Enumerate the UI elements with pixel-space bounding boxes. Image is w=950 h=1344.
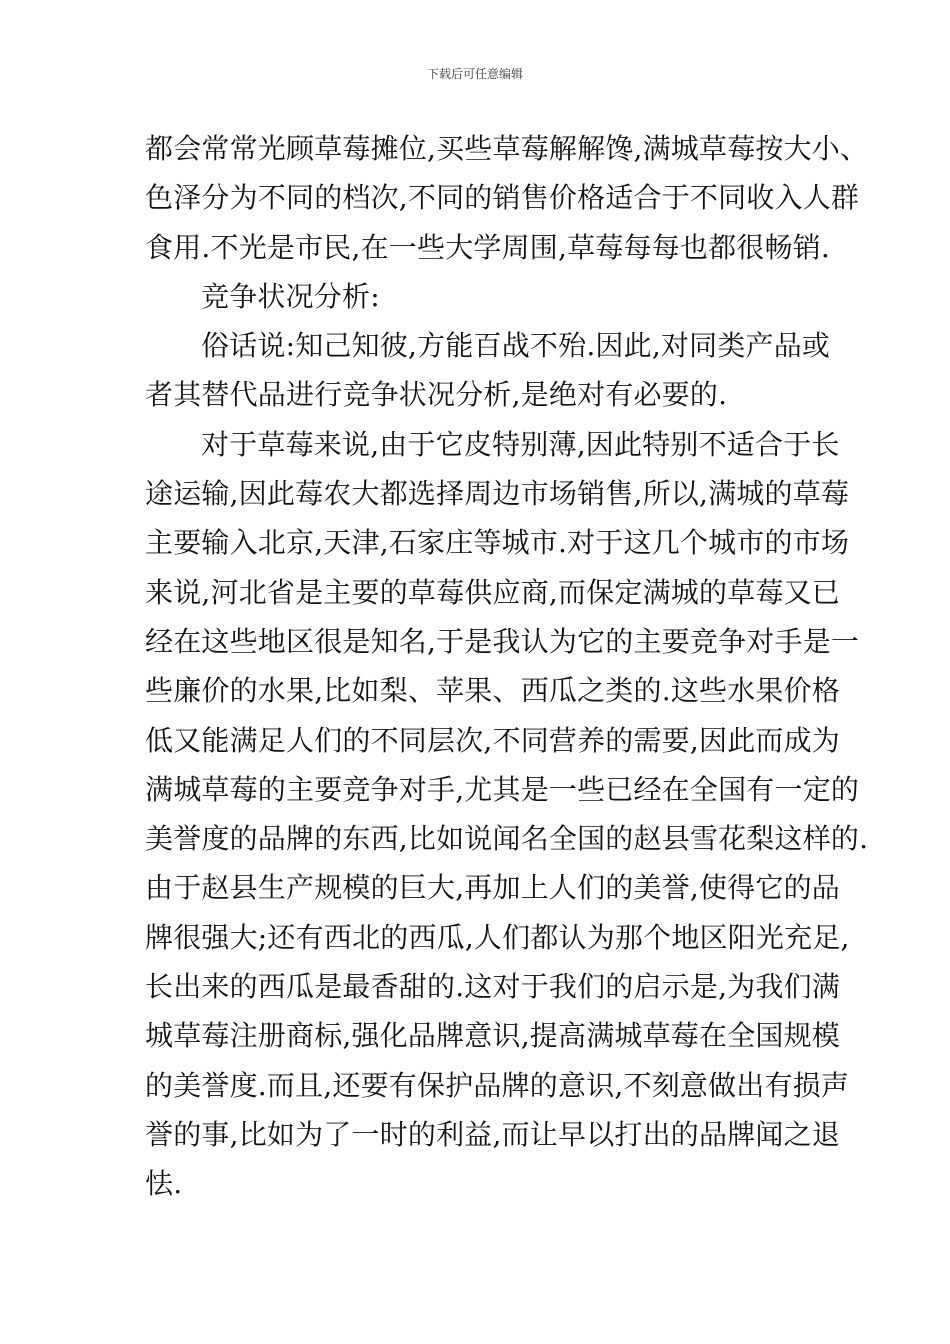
text-line: 者其替代品进行竞争状况分析,是绝对有必要的. xyxy=(145,378,728,412)
text-line: 誉的事,比如为了一时的利益,而让早以打出的品牌闻之退 xyxy=(145,1117,841,1151)
text-line: 低又能满足人们的不同层次,不同营养的需要,因此而成为 xyxy=(145,723,841,757)
text-line: 城草莓注册商标,强化品牌意识,提高满城草莓在全国规模 xyxy=(145,1019,841,1053)
text-line: 满城草莓的主要竞争对手,尤其是一些已经在全国有一定的 xyxy=(145,772,860,806)
text-line: 怯. xyxy=(145,1167,183,1201)
section-heading: 竞争状况分析: xyxy=(201,279,380,313)
text-line: 经在这些地区很是知名,于是我认为它的主要竞争对手是一 xyxy=(145,624,860,658)
text-line: 的美誉度.而且,还要有保护品牌的意识,不刻意做出有损声 xyxy=(145,1068,850,1102)
text-line: 食用.不光是市民,在一些大学周围,草莓每每也都很畅销. xyxy=(145,230,831,264)
text-line: 美誉度的品牌的东西,比如说闻名全国的赵县雪花梨这样的. xyxy=(145,822,869,856)
text-line: 长出来的西瓜是最香甜的.这对于我们的启示是,为我们满 xyxy=(145,970,841,1004)
text-line: 由于赵县生产规模的巨大,再加上人们的美誉,使得它的品 xyxy=(145,871,841,905)
text-line: 主要输入北京,天津,石家庄等城市.对于这几个城市的市场 xyxy=(145,526,850,560)
text-line: 来说,河北省是主要的草莓供应商,而保定满城的草莓又已 xyxy=(145,575,841,609)
text-line: 都会常常光顾草莓摊位,买些草莓解解馋,满城草莓按大小、 xyxy=(145,132,869,165)
text-line: 些廉价的水果,比如梨、苹果、西瓜之类的.这些水果价格 xyxy=(145,674,841,708)
text-line: 对于草莓来说,由于它皮特别薄,因此特别不适合于长 xyxy=(201,427,840,461)
text-line: 色泽分为不同的档次,不同的销售价格适合于不同收入人群 xyxy=(145,181,860,215)
document-body xyxy=(145,124,869,1209)
text-line: 途运输,因此莓农大都选择周边市场销售,所以,满城的草莓 xyxy=(145,477,850,511)
text-line: 牌很强大;还有西北的西瓜,人们都认为那个地区阳光充足, xyxy=(145,920,850,954)
text-line: 俗话说:知己知彼,方能百战不殆.因此,对同类产品或 xyxy=(201,329,831,363)
page-header: 下载后可任意编辑 xyxy=(426,67,523,81)
